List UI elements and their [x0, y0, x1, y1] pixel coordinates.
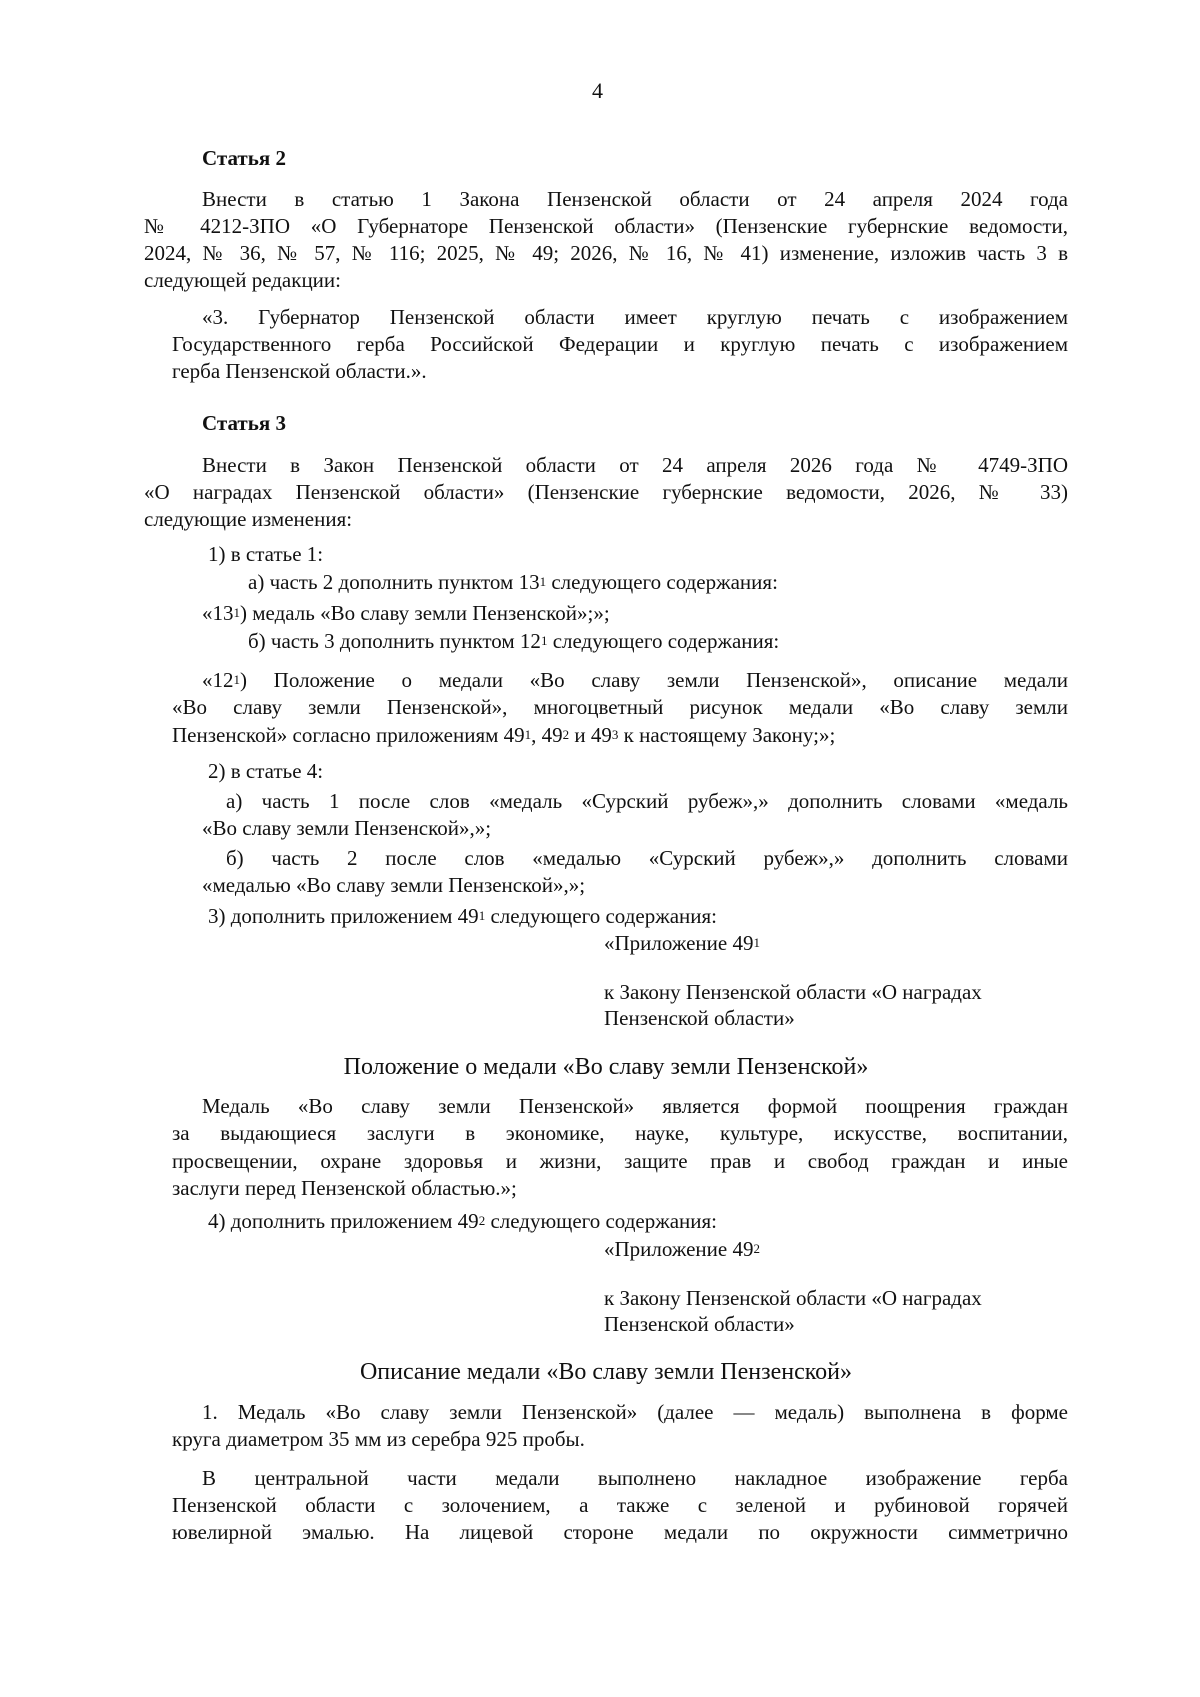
appendix-2-title-sup: 2 [753, 1241, 760, 1256]
appendix-2-title [604, 1237, 760, 1262]
regulation-line-3: просвещении, охране здоровья и жизни, защите прав и свобод граждан и иные [172, 1149, 1068, 1173]
item-1a-sup: 1 [539, 574, 547, 589]
item-4-text-end: следующего содержания: [485, 1209, 718, 1233]
item-1b-quote-l3-b: , 49 [531, 723, 563, 747]
item-1b-quote-l1-start: «12 [202, 668, 234, 692]
appendix-1-title-sup: 1 [753, 935, 760, 950]
item-1a-quote-end: ) медаль «Во славу земли Пензенской»;»; [240, 601, 610, 625]
item-3-text-end: следующего содержания: [485, 904, 718, 928]
appendix-1-ref-line-2: Пензенской области» [604, 1006, 795, 1030]
appendix-2-title-text: «Приложение 49 [604, 1237, 754, 1261]
item-1a-quote [202, 601, 610, 626]
item-1a-quote-sup: 1 [233, 605, 240, 620]
item-3-text: 3) дополнить приложением 49 [208, 904, 479, 928]
appendix-2-ref-line-2: Пензенской области» [604, 1312, 795, 1336]
article-3-title: Статья 3 [202, 411, 286, 435]
description-p2-line-1: В центральной части медали выполнено накладное изображение герба [202, 1466, 1068, 1490]
article-2-line-2: № 4212-ЗПО «О Губернаторе Пензенской области» (Пензенские губернские ведомости, [144, 214, 1068, 238]
description-p1-line-2: круга диаметром 35 мм из серебра 925 пробы. [172, 1427, 585, 1451]
description-p2-line-2: Пензенской области с золочением, а также с зеленой и рубиновой горячей [172, 1493, 1068, 1517]
item-3 [208, 904, 717, 929]
article-2-quote-line-1: «3. Губернатор Пензенской области имеет круглую печать с изображением [202, 305, 1068, 329]
description-p2-line-3: ювелирной эмалью. На лицевой стороне медали по окружности симметрично [172, 1520, 1068, 1544]
article-2-quote-line-3: герба Пензенской области.». [172, 359, 427, 383]
item-1b-quote-l3-s1: 1 [524, 727, 532, 742]
item-1a-text-end: следующего содержания: [546, 570, 778, 594]
appendix-2-ref-line-1: к Закону Пензенской области «О наградах [604, 1286, 982, 1310]
regulation-line-2: за выдающиеся заслуги в экономике, науке, культуре, искусстве, воспитании, [172, 1121, 1068, 1145]
item-1b-text-end: следующего содержания: [547, 629, 780, 653]
description-p1-line-1: 1. Медаль «Во славу земли Пензенской» (далее — медаль) выполнена в форме [202, 1400, 1068, 1424]
article-3-line-3: следующие изменения: [144, 507, 353, 531]
regulation-heading: Положение о медали «Во славу земли Пензенской» [343, 1054, 869, 1080]
appendix-1-ref-line-1: к Закону Пензенской области «О наградах [604, 980, 982, 1004]
article-2-line-3: 2024, № 36, № 57, № 116; 2025, № 49; 2026, № 16, № 41) изменение, изложив часть 3 в [144, 241, 1068, 265]
item-1a-text: а) часть 2 дополнить пунктом 13 [248, 570, 540, 594]
item-1b-quote-l3-a: Пензенской» согласно приложениям 49 [172, 723, 525, 747]
item-1b-quote-l3-s2: 2 [562, 727, 570, 742]
item-1a-quote-start: «13 [202, 601, 234, 625]
article-3-line-1: Внести в Закон Пензенской области от 24 апреля 2026 года № 4749-ЗПО [202, 453, 1068, 477]
appendix-1-title [604, 931, 760, 956]
item-3-sup: 1 [478, 908, 486, 923]
item-4-text: 4) дополнить приложением 49 [208, 1209, 479, 1233]
item-1b-quote-line-2: «Во славу земли Пензенской», многоцветный рисунок медали «Во славу земли [172, 695, 1068, 719]
article-2-line-1: Внести в статью 1 Закона Пензенской области от 24 апреля 2024 года [202, 187, 1068, 211]
article-2-line-4: следующей редакции: [144, 268, 341, 292]
item-1b-quote-l3-d: к настоящему Закону;»; [618, 723, 836, 747]
regulation-line-4: заслуги перед Пензенской областью.»; [172, 1176, 517, 1200]
item-1a [248, 570, 778, 595]
description-heading: Описание медали «Во славу земли Пензенской» [359, 1359, 853, 1385]
item-1b-quote-l3-c: и 49 [569, 723, 612, 747]
article-3-line-2: «О наградах Пензенской области» (Пензенские губернские ведомости, 2026, № 33) [144, 480, 1068, 504]
item-2a-line-2: «Во славу земли Пензенской»,»; [202, 816, 492, 840]
page-number: 4 [592, 78, 603, 103]
item-1b-quote-l1-end: ) Положение о медали «Во славу земли Пензенской», описание медали [240, 668, 1068, 692]
item-2: 2) в статье 4: [208, 759, 324, 783]
item-1b-quote-line-1 [202, 667, 1068, 693]
regulation-line-1: Медаль «Во славу земли Пензенской» является формой поощрения граждан [202, 1094, 1068, 1118]
item-1b-quote-l3-s3: 3 [611, 727, 619, 742]
item-1b-quote-l1-sup: 1 [233, 672, 240, 687]
appendix-1-title-text: «Приложение 49 [604, 931, 754, 955]
item-2a-line-1: а) часть 1 после слов «медаль «Сурский рубеж»,» дополнить словами «медаль [226, 789, 1068, 813]
item-1b [248, 629, 779, 654]
item-1b-text: б) часть 3 дополнить пунктом 12 [248, 629, 541, 653]
item-4-sup: 2 [478, 1213, 486, 1228]
item-2b-line-2: «медалью «Во славу земли Пензенской»,»; [202, 873, 586, 897]
item-1b-quote-line-3 [172, 722, 1096, 748]
article-2-title: Статья 2 [202, 146, 286, 170]
item-1b-sup: 1 [540, 633, 548, 648]
item-2b-line-1: б) часть 2 после слов «медалью «Сурский рубеж»,» дополнить словами [226, 846, 1068, 870]
item-4 [208, 1209, 717, 1234]
article-2-quote-line-2: Государственного герба Российской Федерации и круглую печать с изображением [172, 332, 1068, 356]
item-1: 1) в статье 1: [208, 542, 324, 566]
